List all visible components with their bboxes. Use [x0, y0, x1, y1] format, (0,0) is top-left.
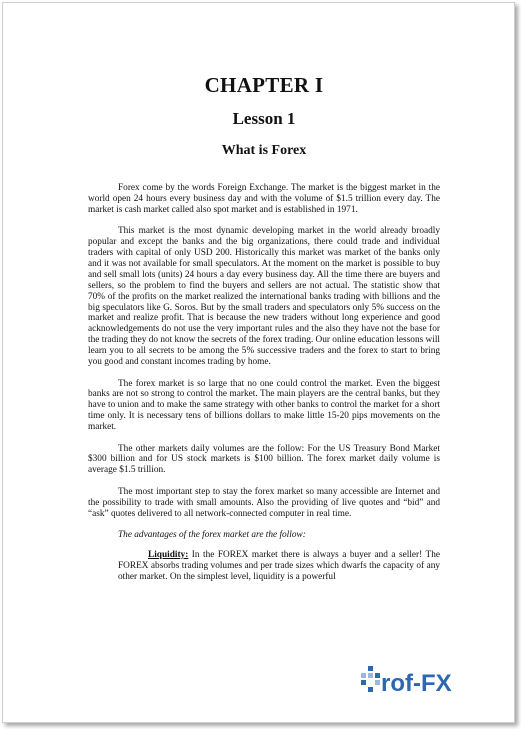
logo-text: rof-FX [381, 670, 452, 697]
liquidity-term: Liquidity: [148, 549, 189, 560]
logo-square [368, 673, 373, 678]
liquidity-paragraph [88, 550, 440, 583]
logo-square [375, 673, 380, 678]
logo-square [368, 687, 373, 692]
document-page [2, 2, 515, 723]
body-text [88, 183, 440, 593]
prof-fx-logo [361, 663, 489, 699]
paragraph: Forex come by the words Foreign Exchange. The market is the biggest market in the world open 24 hours every business day and with the volume of $1.5 trillion every day. The market is cash market called also spot market and is established in 1971. [88, 183, 440, 215]
lesson-title: Lesson 1 [232, 109, 296, 128]
logo-square [375, 680, 380, 685]
paragraph: The most important step to stay the forex market so many accessible are Internet and the possibility to trade with small amounts. Also the providing of live quotes and “bid” and “ask” quotes delivered to all network-connected computer in real time. [88, 486, 440, 519]
logo-square [361, 673, 366, 678]
paragraph: This market is the most dynamic developing market in the world already broadly popular and except the banks and the big organizations, there could trade and individual traders with capital of only USD 200. Historically this market was market of the banks only and it was not available for small speculators. At the moment on the market is possible to buy and sell small lots (units) 24 hours a day every business day. All the time there are buyers and sellers, so the problem to find the buyers and sellers are not actual. The statistic show that 70% of the profits on the market realized the international banks trading with billions and the big speculators like G. Soros. But by the small traders and speculators only 5% success on the market and realize profit. That is because the new traders without long experience and good acknowledgements do not use the very important rules and the also they have not the base for the trading they do not know the secrets of the forex trading. Our online education lessons will learn you to all secrets to be among the 5% successive traders and the forex to start to bring you good and constant incomes trading by home. [88, 226, 440, 368]
paragraph: The forex market is so large that no one could control the market. Even the biggest banks are not so strong to control the market. The main players are the central banks, but they have to union and to make the same strategy with other banks to control the market for a short time only. It is necessary tens of billions dollars to make little 15-20 pips movements on the market. [88, 378, 440, 433]
chapter-title: CHAPTER I [204, 73, 324, 97]
liquidity-text: In the FOREX market there is always a buyer and a seller! The FOREX absorbs trading volumes and per trade sizes which dwarfs the capacity of any other market. On the simplest level, liquidity is a powerful [118, 549, 440, 582]
logo-square [361, 680, 366, 685]
paragraph: The other markets daily volumes are the follow: For the US Treasury Bond Market $300 billion and for US stock markets is $100 billion. The forex market daily volume is average $1.5 trillion. [88, 443, 440, 476]
advantages-intro: The advantages of the forex market are the follow: [118, 529, 306, 540]
logo-square [368, 666, 373, 671]
section-title: What is Forex [221, 143, 307, 158]
